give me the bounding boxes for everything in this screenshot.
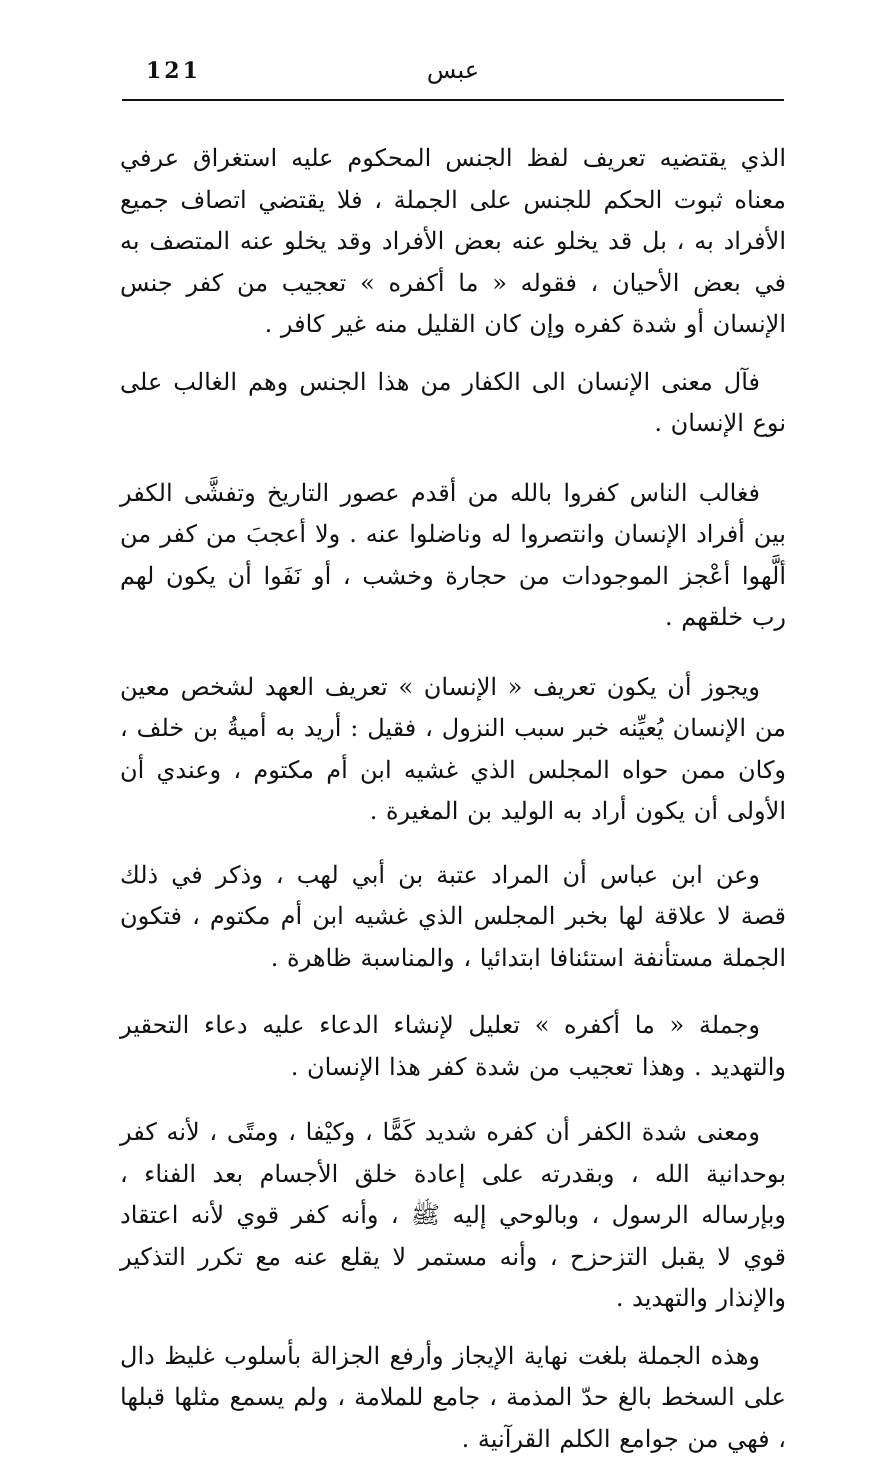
page-number: 121 [146,58,201,84]
paragraph-1: الذي يقتضيه تعريف لفظ الجنس المحكوم عليه استغراق عرفي معناه ثبوت الحكم للجنس على الجملة ، فلا يقتضي اتصاف جميع الأفراد به ، بل قد يخلو عنه بعض الأفراد وقد يخلو عنه المتصف به في بعض الأحيان ، فقوله « ما أكفره » تعجيب من كفر جنس الإنسان أو شدة كفره وإن كان القليل منه غير كافر . [120,138,786,346]
paragraph-8: وهذه الجملة بلغت نهاية الإيجاز وأرفع الجزالة بأسلوب غليظ دال على السخط بالغ حدّ المذمة ، جامع للملامة ، ولم يسمع مثلها قبلها ، فهي من جوامع الكلم القرآنية . [120,1336,786,1460]
paragraph-7: ومعنى شدة الكفر أن كفره شديد كَمًّا ، وكيْفا ، ومتًى ، لأنه كفر بوحدانية الله ، وبقدرته على إعادة خلق الأجسام بعد الفناء ، وبإرساله الرسول ، وبالوحي إليه ﷺ ، وأنه كفر قوي لأنه اعتقاد قوي لا يقبل التزحزح ، وأنه مستمر لا يقلع عنه مع تكرر التذكير والإنذار والتهديد . [120,1112,786,1320]
paragraph-6: وجملة « ما أكفره » تعليل لإنشاء الدعاء عليه دعاء التحقير والتهديد . وهذا تعجيب من شدة كفر هذا الإنسان . [120,1005,786,1088]
paragraph-3: فغالب الناس كفروا بالله من أقدم عصور التاريخ وتفشَّى الكفر بين أفراد الإنسان وانتصروا له وناضلوا عنه . ولا أعجبَ من كفر من ألَّهوا أعْجز الموجودات من حجارة وخشب ، أو نَفَوا أن يكون لهم رب خلقهم . [120,473,786,639]
body-text [120,138,786,1460]
page-header [122,56,784,96]
paragraph-4: ويجوز أن يكون تعريف « الإنسان » تعريف العهد لشخص معين من الإنسان يُعيِّنه خبر سبب النزول ، فقيل : أريد به أميةُ بن خلف ، وكان ممن حواه المجلس الذي غشيه ابن أم مكتوم ، وعندي أن الأولى أن يكون أراد به الوليد بن المغيرة . [120,667,786,833]
paragraph-2: فآل معنى الإنسان الى الكفار من هذا الجنس وهم الغالب على نوع الإنسان . [120,362,786,445]
running-title: عبس [122,56,784,84]
header-rule [122,99,784,101]
paragraph-5: وعن ابن عباس أن المراد عتبة بن أبي لهب ، وذكر في ذلك قصة لا علاقة لها بخبر المجلس الذي غشيه ابن أم مكتوم ، فتكون الجملة مستأنفة استئنافا ابتدائيا ، والمناسبة ظاهرة . [120,855,786,980]
